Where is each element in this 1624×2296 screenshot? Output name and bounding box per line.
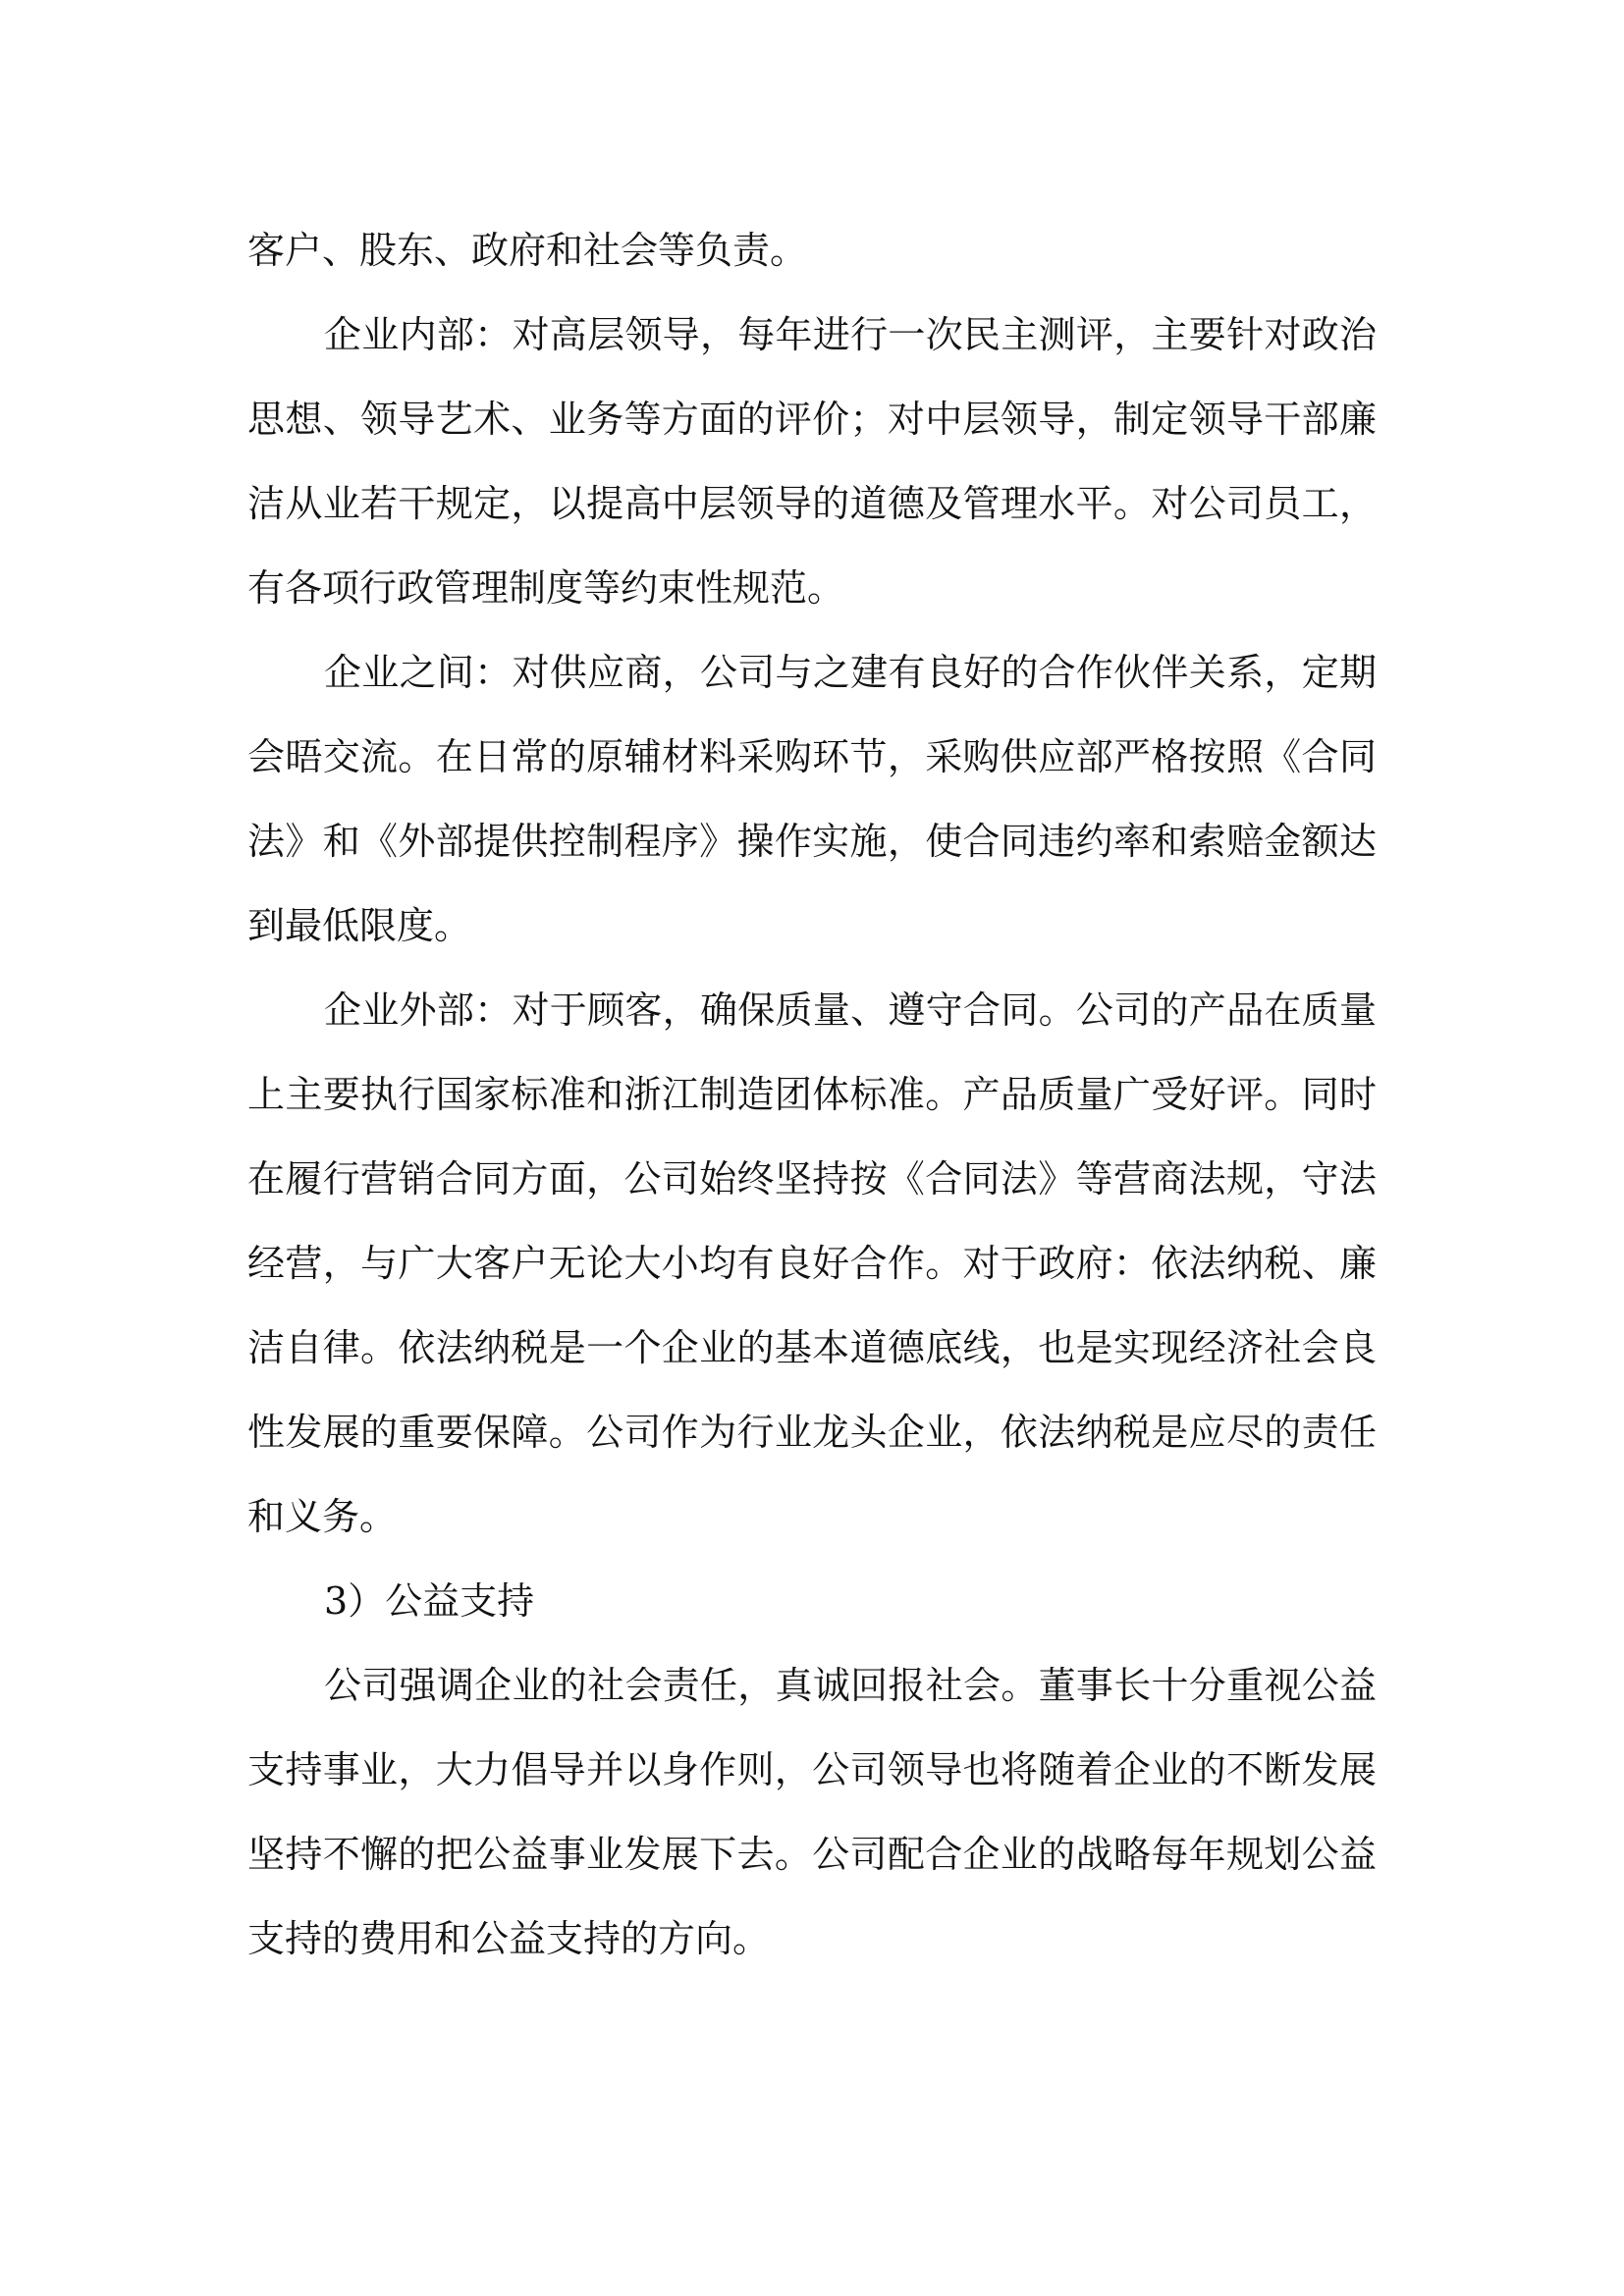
paragraph-external: 企业外部：对于顾客，确保质量、遵守合同。公司的产品在质量上主要执行国家标准和浙江制造团体标准。产品质量广受好评。同时在履行营销合同方面，公司始终坚持按《合同法》等营商法规，守法经营，与广大客户无论大小均有良好合作。对于政府：依法纳税、廉洁自律。依法纳税是一个企业的基本道德底线，也是实现经济社会良性发展的重要保障。公司作为行业龙头企业，依法纳税是应尽的责任和义务。 xyxy=(247,988,1377,1538)
paragraph-public-welfare: 公司强调企业的社会责任，真诚回报社会。董事长十分重视公益支持事业，大力倡导并以身作则，公司领导也将随着企业的不断发展坚持不懈的把公益事业发展下去。公司配合企业的战略每年规划公益支持的费用和公益支持的方向。 xyxy=(247,1664,1377,1960)
paragraph-internal: 企业内部：对高层领导，每年进行一次民主测评，主要针对政治思想、领导艺术、业务等方面的评价；对中层领导，制定领导干部廉洁从业若干规定，以提高中层领导的道德及管理水平。对公司员工，有各项行政管理制度等约束性规范。 xyxy=(247,313,1377,610)
section-heading-public-welfare: 3）公益支持 xyxy=(324,1579,535,1623)
paragraph-between-enterprises: 企业之间：对供应商，公司与之建有良好的合作伙伴关系，定期会晤交流。在日常的原辅材料采购环节，采购供应部严格按照《合同法》和《外部提供控制程序》操作实施，使合同违约率和索赔金额达到最低限度。 xyxy=(247,651,1377,947)
paragraph-continuation: 客户、股东、政府和社会等负责。 xyxy=(247,229,808,272)
document-body xyxy=(247,208,1377,1981)
